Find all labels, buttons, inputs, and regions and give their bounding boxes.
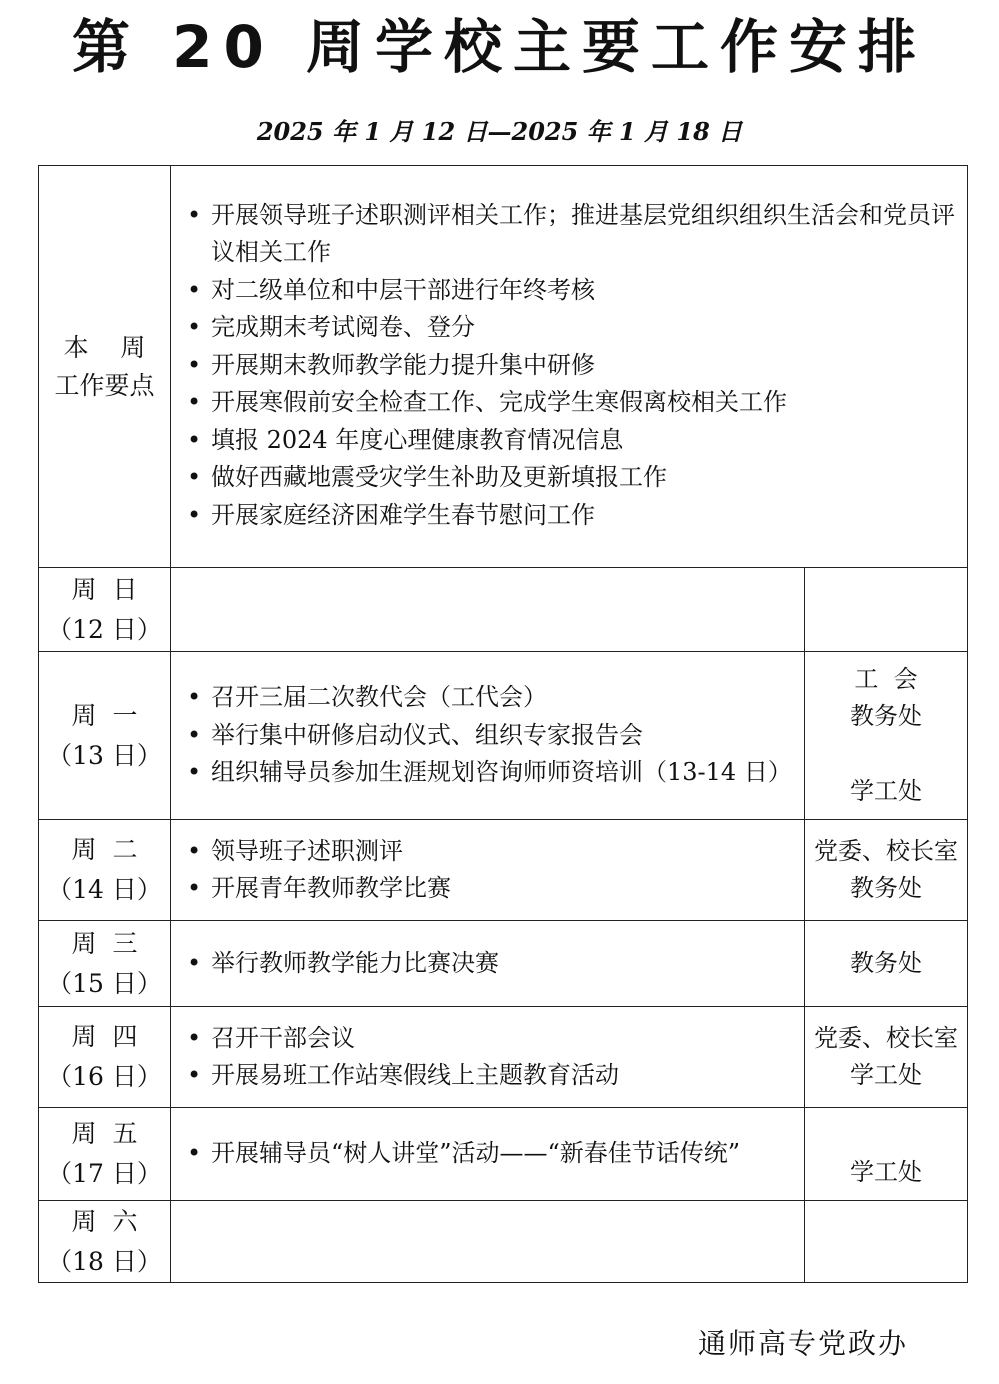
responsible-depts — [805, 820, 968, 921]
date-label: （16 日） — [47, 1062, 162, 1091]
dept-label: 工 会 — [854, 664, 918, 693]
day-tasks — [171, 1108, 805, 1201]
day-label — [39, 652, 171, 820]
task-item: • 开展青年教师教学比赛 — [185, 870, 798, 908]
day-label — [39, 921, 171, 1007]
key-point-item: • 做好西藏地震受灾学生补助及更新填报工作 — [185, 459, 961, 497]
task-item: • 领导班子述职测评 — [185, 833, 798, 871]
day-row — [39, 1201, 968, 1283]
key-point-item: • 完成期末考试阅卷、登分 — [185, 309, 961, 347]
day-tasks — [171, 820, 805, 921]
dept-label: 学工处 — [850, 1061, 922, 1089]
date-label: （14 日） — [47, 875, 162, 904]
footer-signature: 通师高专党政办 — [698, 1327, 909, 1360]
dept-label: 学工处 — [850, 1158, 922, 1186]
responsible-depts — [805, 1108, 968, 1201]
task-item: • 召开三届二次教代会（工代会） — [185, 679, 798, 717]
day-row — [39, 1007, 968, 1108]
dept-label: 党委、校长室 — [814, 1023, 958, 1052]
responsible-depts — [805, 1007, 968, 1108]
dept-label: 教务处 — [850, 702, 922, 730]
day-tasks — [171, 1201, 805, 1283]
task-item: • 组织辅导员参加生涯规划咨询师师资培训（13-14 日） — [185, 754, 798, 792]
weekday-label: 周 五 — [71, 1119, 138, 1148]
weekday-label: 周 二 — [71, 835, 138, 864]
date-label: （17 日） — [47, 1159, 162, 1188]
page-title: 第 20 周学校主要工作安排 — [71, 13, 928, 81]
day-row — [39, 568, 968, 652]
key-point-item: • 开展领导班子述职测评相关工作；推进基层党组织组织生活会和党员评议相关工作 — [185, 197, 961, 272]
task-item: • 举行教师教学能力比赛决赛 — [185, 945, 798, 983]
key-points-list — [171, 166, 968, 568]
key-point-item: • 对二级单位和中层干部进行年终考核 — [185, 272, 961, 310]
date-label: （12 日） — [47, 614, 162, 644]
key-points-row — [39, 166, 968, 568]
date-range: 2025 年 1 月 12 日—2025 年 1 月 18 日 — [256, 117, 743, 146]
key-points-label — [39, 166, 171, 568]
day-row — [39, 1108, 968, 1201]
task-item: • 开展易班工作站寒假线上主题教育活动 — [185, 1057, 798, 1095]
day-tasks — [171, 652, 805, 820]
day-tasks — [171, 921, 805, 1007]
dept-label: 教务处 — [850, 948, 922, 977]
key-points-label-line1: 本 周 — [63, 332, 146, 362]
weekday-label: 周 三 — [71, 928, 138, 958]
date-label: （13 日） — [47, 740, 162, 770]
weekday-label: 周 日 — [71, 574, 138, 604]
dept-label — [805, 1117, 967, 1155]
key-point-item: • 填报 2024 年度心理健康教育情况信息 — [185, 422, 961, 460]
responsible-depts — [805, 652, 968, 820]
schedule-table — [38, 165, 968, 1283]
day-label — [39, 568, 171, 652]
key-point-item: • 开展家庭经济困难学生春节慰问工作 — [185, 497, 961, 535]
dept-label — [805, 736, 967, 774]
day-tasks — [171, 568, 805, 652]
day-label — [39, 1201, 171, 1283]
responsible-depts — [805, 921, 968, 1007]
dept-label: 教务处 — [850, 874, 922, 902]
responsible-depts — [805, 1201, 968, 1283]
weekday-label: 周 六 — [71, 1206, 138, 1236]
day-row — [39, 921, 968, 1007]
task-item: • 召开干部会议 — [185, 1020, 798, 1058]
date-label: （18 日） — [47, 1246, 162, 1276]
key-points-label-line2: 工作要点 — [54, 370, 155, 400]
key-point-item: • 开展期末教师教学能力提升集中研修 — [185, 347, 961, 385]
date-label: （15 日） — [47, 968, 162, 998]
day-row — [39, 820, 968, 921]
task-item: • 举行集中研修启动仪式、组织专家报告会 — [185, 717, 798, 755]
day-label — [39, 820, 171, 921]
key-point-item: • 开展寒假前安全检查工作、完成学生寒假离校相关工作 — [185, 384, 961, 422]
day-tasks — [171, 1007, 805, 1108]
day-label — [39, 1007, 171, 1108]
weekday-label: 周 一 — [71, 700, 138, 730]
task-item: • 开展辅导员“树人讲堂”活动——“新春佳节话传统” — [185, 1135, 798, 1173]
weekday-label: 周 四 — [71, 1022, 138, 1051]
day-row — [39, 652, 968, 820]
dept-label: 党委、校长室 — [814, 836, 958, 865]
responsible-depts — [805, 568, 968, 652]
dept-label: 学工处 — [850, 777, 922, 805]
day-label — [39, 1108, 171, 1201]
